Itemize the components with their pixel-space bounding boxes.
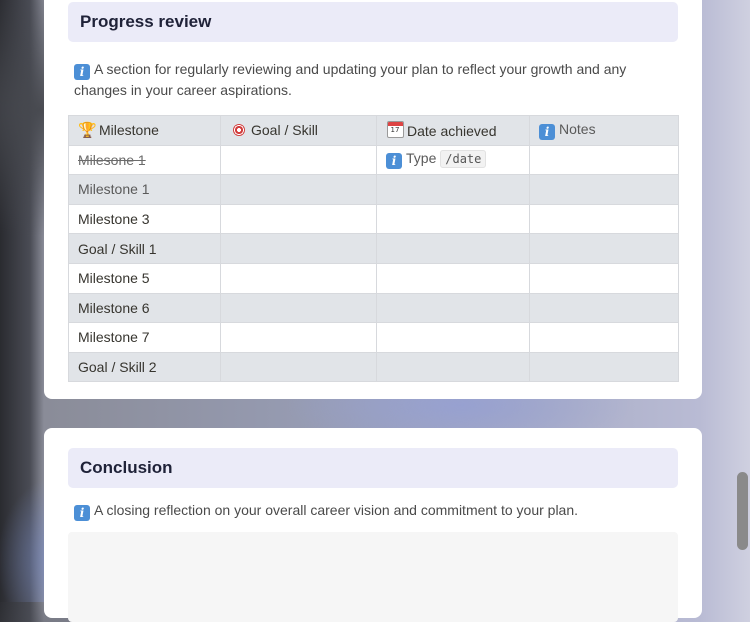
goal-skill-cell[interactable]: [221, 263, 377, 293]
table-row: [69, 175, 679, 205]
milestone-cell[interactable]: [69, 204, 221, 234]
progress-review-title: Progress review: [80, 12, 212, 31]
milestone-text: Milestone 1: [78, 181, 150, 198]
target-icon: [230, 122, 248, 138]
date-cell[interactable]: [377, 234, 530, 264]
column-header-date-achieved[interactable]: [377, 116, 530, 146]
date-cell[interactable]: [377, 293, 530, 323]
date-hint-command: /date: [440, 150, 486, 168]
column-header-goal-skill[interactable]: [221, 116, 377, 146]
info-icon: i: [386, 153, 402, 169]
goal-skill-cell[interactable]: [221, 175, 377, 205]
trophy-icon: 🏆: [78, 122, 97, 140]
conclusion-description-text: A closing reflection on your overall career vision and commitment to your plan.: [94, 502, 579, 518]
milestone-cell[interactable]: [69, 145, 221, 175]
milestone-text: Milestone 6: [78, 299, 150, 316]
goal-skill-cell[interactable]: [221, 204, 377, 234]
conclusion-title: Conclusion: [80, 458, 173, 477]
table-row: [69, 234, 679, 264]
date-cell[interactable]: [377, 352, 530, 382]
scrollbar-thumb[interactable]: [737, 472, 748, 550]
column-header-label: Milestone: [99, 122, 159, 139]
calendar-icon: [386, 121, 404, 139]
table-row: [69, 145, 679, 175]
progress-table: [68, 115, 679, 382]
progress-review-heading-block[interactable]: [68, 2, 678, 42]
notes-cell[interactable]: [530, 263, 679, 293]
table-row: [69, 323, 679, 353]
column-header-label: Date achieved: [407, 123, 497, 140]
milestone-text: Goal / Skill 2: [78, 359, 157, 376]
notes-cell[interactable]: [530, 145, 679, 175]
notes-cell[interactable]: [530, 352, 679, 382]
milestone-text: Milestone 5: [78, 270, 150, 287]
goal-skill-cell[interactable]: [221, 352, 377, 382]
table-row: [69, 293, 679, 323]
milestone-text: Milestone 7: [78, 329, 150, 346]
notes-cell[interactable]: [530, 234, 679, 264]
date-cell[interactable]: [377, 175, 530, 205]
column-header-label: Notes: [559, 120, 596, 137]
column-header-milestone[interactable]: [69, 116, 221, 146]
milestone-cell[interactable]: [69, 263, 221, 293]
progress-review-card: [44, 0, 702, 399]
milestone-text: Milestone 3: [78, 211, 150, 228]
date-hint-prefix: Type: [406, 150, 437, 167]
date-cell[interactable]: [377, 145, 530, 175]
conclusion-card: [44, 428, 702, 618]
date-cell[interactable]: [377, 204, 530, 234]
goal-skill-cell[interactable]: [221, 234, 377, 264]
notes-cell[interactable]: [530, 323, 679, 353]
info-icon: i: [539, 124, 555, 140]
notes-cell[interactable]: [530, 175, 679, 205]
info-icon: i: [74, 505, 90, 521]
milestone-cell[interactable]: [69, 175, 221, 205]
milestone-cell[interactable]: [69, 234, 221, 264]
conclusion-content-block[interactable]: [68, 532, 678, 622]
milestone-cell[interactable]: [69, 323, 221, 353]
calendar-icon-day: 17: [390, 126, 400, 135]
date-cell[interactable]: [377, 323, 530, 353]
table-row: [69, 352, 679, 382]
conclusion-description[interactable]: [74, 500, 674, 521]
goal-skill-cell[interactable]: [221, 145, 377, 175]
milestone-cell[interactable]: [69, 352, 221, 382]
conclusion-heading-block[interactable]: [68, 448, 678, 488]
notes-cell[interactable]: [530, 293, 679, 323]
info-icon: i: [74, 64, 90, 80]
table-header-row: [69, 116, 679, 146]
goal-skill-cell[interactable]: [221, 293, 377, 323]
notes-cell[interactable]: [530, 204, 679, 234]
date-cell[interactable]: [377, 263, 530, 293]
milestone-cell[interactable]: [69, 293, 221, 323]
goal-skill-cell[interactable]: [221, 323, 377, 353]
milestone-text: Milesone 1: [78, 151, 146, 168]
progress-review-description[interactable]: [74, 59, 674, 100]
progress-review-description-text: A section for regularly reviewing and updating your plan to reflect your growth and any changes in your career aspirations.: [74, 61, 627, 98]
column-header-label: Goal / Skill: [251, 122, 318, 139]
table-row: [69, 204, 679, 234]
column-header-notes[interactable]: [530, 116, 679, 146]
milestone-text: Goal / Skill 1: [78, 240, 157, 257]
table-row: [69, 263, 679, 293]
